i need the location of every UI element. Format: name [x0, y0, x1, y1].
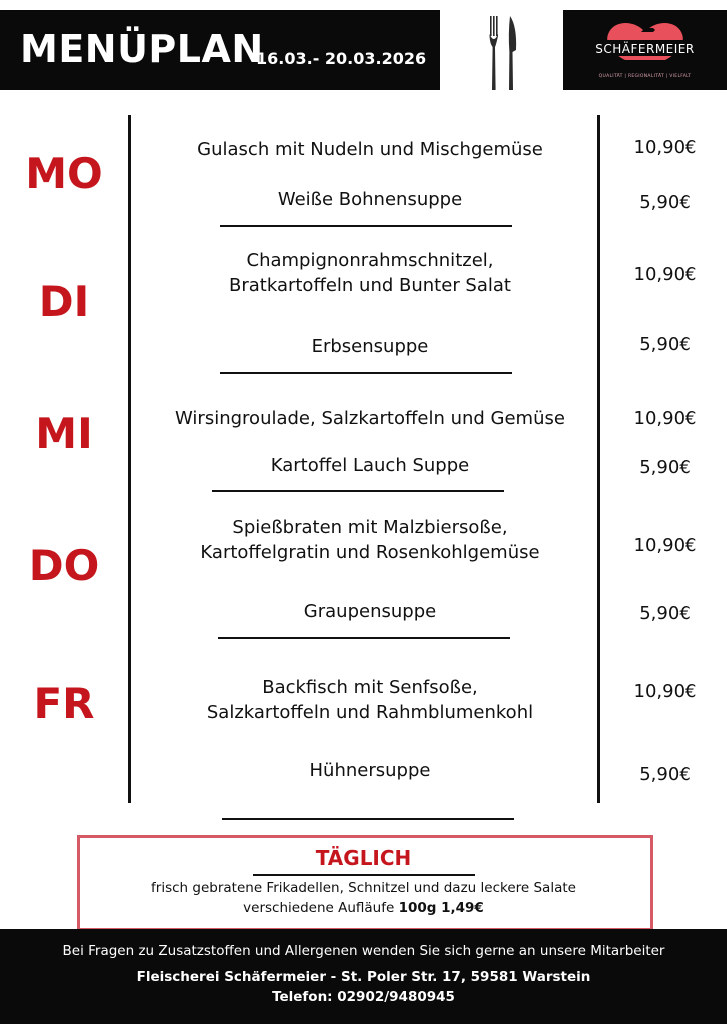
main-price-di: 10,90€ — [633, 264, 697, 285]
logo-wordmark: SCHÄFERMEIER — [595, 42, 695, 56]
soup-di: Erbsensuppe — [311, 336, 429, 357]
main-dish-fr — [140, 675, 600, 725]
main-dish-do — [140, 515, 600, 565]
left-divider — [128, 115, 131, 803]
soup-price-fr: 5,90€ — [639, 764, 691, 785]
main-price-mi: 10,90€ — [633, 408, 697, 429]
soup-mi: Kartoffel Lauch Suppe — [270, 455, 470, 476]
main-price-mo: 10,90€ — [633, 137, 697, 158]
separator — [220, 372, 512, 374]
daily-offer-line-2 — [0, 900, 727, 916]
main-price-fr: 10,90€ — [633, 681, 697, 702]
main-dish-mi — [140, 406, 600, 431]
day-label-mo: MO — [25, 149, 103, 198]
dish-line: Gulasch mit Nudeln und Mischgemüse — [197, 139, 543, 160]
separator — [220, 225, 512, 227]
dish-line: Bratkartoffeln und Bunter Salat — [229, 275, 511, 296]
day-label-do: DO — [28, 541, 100, 590]
dish-line: Backfisch mit Senfsoße, — [262, 677, 478, 698]
soup-price-do: 5,90€ — [639, 603, 691, 624]
phone-number: Telefon: 02902/9480945 — [272, 989, 455, 1005]
dish-line: Kartoffelgratin und Rosenkohlgemüse — [200, 542, 540, 563]
daily-offer-line-1: frisch gebratene Frikadellen, Schnitzel und dazu leckere Salate — [151, 880, 576, 896]
soup-price-mi: 5,90€ — [639, 457, 691, 478]
dish-line: Salzkartoffeln und Rahmblumenkohl — [206, 702, 534, 723]
allergen-note: Bei Fragen zu Zusatzstoffen und Allergenen wenden Sie sich gerne an unsere Mitarbeiter — [62, 943, 665, 959]
dish-line: Champignonrahmschnitzel, — [246, 250, 494, 271]
separator — [212, 490, 504, 492]
main-dish-di — [140, 248, 600, 298]
address: Fleischerei Schäfermeier - St. Poler Str. 17, 59581 Warstein — [136, 969, 591, 985]
logo — [563, 10, 727, 90]
day-label-mi: MI — [35, 409, 93, 458]
soup-fr: Hühnersuppe — [309, 760, 431, 781]
dish-line: Spießbraten mit Malzbiersoße, — [232, 517, 508, 538]
daily-offer-text: verschiedene Aufläufe — [243, 900, 399, 916]
soup-do: Graupensuppe — [303, 601, 437, 622]
fork-knife-icon — [488, 14, 518, 92]
soup-price-di: 5,90€ — [639, 334, 691, 355]
daily-offer-title: TÄGLICH — [315, 846, 412, 870]
day-label-di: DI — [38, 277, 90, 326]
dish-line: Wirsingroulade, Salzkartoffeln und Gemüse — [175, 408, 565, 429]
separator — [253, 874, 475, 876]
day-label-fr: FR — [33, 679, 95, 728]
date-range: 16.03.- 20.03.2026 — [256, 49, 427, 68]
separator — [218, 637, 510, 639]
soup-mo: Weiße Bohnensuppe — [277, 189, 463, 210]
daily-offer-price: 100g 1,49€ — [398, 900, 484, 916]
main-price-do: 10,90€ — [633, 535, 697, 556]
separator — [222, 818, 514, 820]
logo-tagline: QUALITÄT | REGIONALITÄT | VIELFALT — [598, 74, 692, 79]
main-dish-mo — [140, 137, 600, 162]
soup-price-mo: 5,90€ — [639, 192, 691, 213]
footer — [0, 929, 727, 1024]
page-title: MENÜPLAN — [20, 27, 264, 71]
